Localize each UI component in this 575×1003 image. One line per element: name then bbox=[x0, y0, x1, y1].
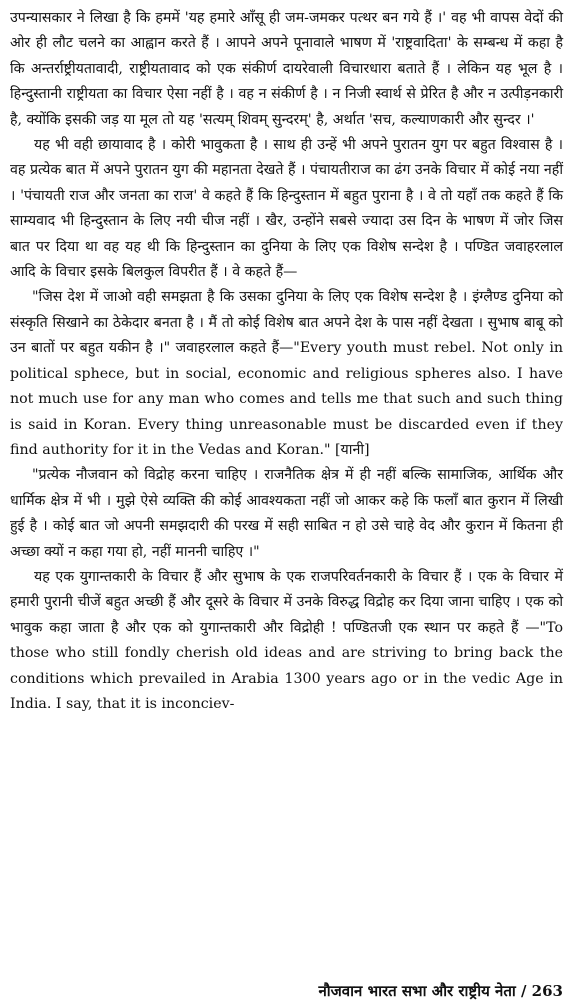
quote-paragraph-2: "प्रत्येक नौजवान को विद्रोह करना चाहिए । राजनैतिक क्षेत्र में ही नहीं बल्कि सामाजिक, आर्थिक और धार्मिक क्षेत्र में भी । मुझे ऐसे व्यक्ति की कोई आवश्यकता नहीं जो आकर कहे कि फलाँ बात कुरान में लिखी हुई है । कोई बात जो अपनी समझदारी की परख में सही साबित न हो उसे चाहे वेद और कुरान में कितना ही अच्छा क्यों न कहा गया हो, नहीं माननी चाहिए ।" bbox=[10, 467, 563, 560]
page-footer: नौजवान भारत सभा और राष्ट्रीय नेता / 263 bbox=[318, 982, 563, 1000]
paragraph-3: यह एक युगान्तकारी के विचार हैं और सुभाष के एक राजपरिवर्तनकारी के विचार हैं । एक के विचार में हमारी पुरानी चीजें बहुत अच्छी हैं और दूसरे के विचार में उनके विरुद्ध विद्रोह कर दिया जाना चाहिए । एक को भावुक कहा जाता है और एक को युगान्तकारी और विद्रोही ! पण्डितजी एक स्थान पर कहते हैं —"To those who still fondly cherish old ideas and are striving to bring back the conditions which prevailed in Arabia 1300 years ago or in the vedic Age in India. I say, that it is inconciev- bbox=[10, 568, 563, 712]
quote-paragraph-1: "जिस देश में जाओ वही समझता है कि उसका दुनिया के लिए एक विशेष सन्देश है । इंग्लैण्ड दुनिया को संस्कृति सिखाने का ठेकेदार बनता है । मैं तो कोई विशेष बात अपने देश के पास नहीं देखता । सुभाष बाबू को उन बातों पर बहुत यकीन है ।" जवाहरलाल कहते हैं—"Every youth must rebel. Not only in political sphece, but in social, economic and religious spheres also. I have not much use for any man who comes and tells me that such and such thing is said in Koran. Every thing unreasonable must be discarded even if they find authority for it in the Vedas and Koran." [यानी] bbox=[10, 289, 563, 458]
paragraph-2: यह भी वही छायावाद है । कोरी भावुकता है । साथ ही उन्हें भी अपने पुरातन युग पर बहुत विश्वास है । वह प्रत्येक बात में अपने पुरातन युग की महानता देखते हैं । पंचायतीराज का ढंग उनके विचार में कोई नया नहीं । 'पंचायती राज और जनता का राज' वे कहते हैं कि हिन्दुस्तान में बहुत पुराना है । वे तो यहाँ तक कहते हैं कि साम्यवाद भी हिन्दुस्तान के लिए नयी चीज नहीं । खैर, उन्होंने सबसे ज्यादा उस दिन के भाषण में जोर जिस बात पर दिया था वह यह थी कि हिन्दुस्तान का दुनिया के लिए एक विशेष सन्देश है । पण्डित जवाहरलाल आदि के विचार इसके बिलकुल विपरीत हैं । वे कहते हैं— bbox=[10, 137, 563, 281]
paragraph-1: उपन्यासकार ने लिखा है कि हममें 'यह हमारे आँसू ही जम-जमकर पत्थर बन गये हैं ।' वह भी वापस वेदों की ओर ही लौट चलने का आह्वान करते हैं । आपने अपने पूनावाले भाषण में 'राष्ट्रवादिता' के सम्बन्ध में कहा है कि अन्तर्राष्ट्रीयतावादी, राष्ट्रीयतावाद को एक संकीर्ण दायरेवाली विचारधारा बताते हैं । लेकिन यह भूल है । हिन्दुस्तानी राष्ट्रीयता का विचार ऐसा नहीं है । वह न संकीर्ण है । न निजी स्वार्थ से प्रेरित है और न उत्पीड़नकारी है, क्योंकि इसकी जड़ या मूल तो यह 'सत्यम् शिवम् सुन्दरम्' है, अर्थात 'सच, कल्याणकारी और सुन्दर ।' bbox=[10, 10, 563, 128]
